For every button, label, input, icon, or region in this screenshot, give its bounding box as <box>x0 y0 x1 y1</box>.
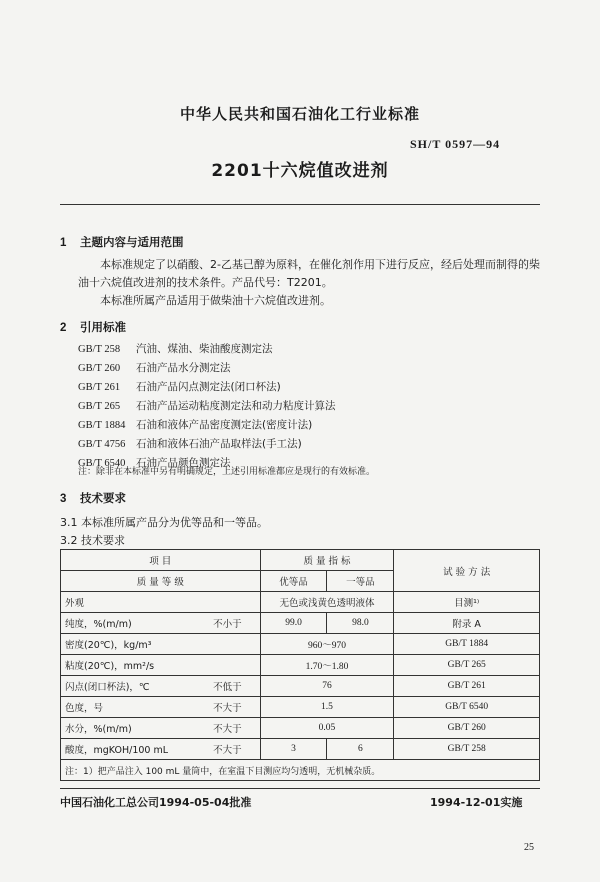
value-cell: 98.0 <box>327 613 394 634</box>
section-1-title: 主题内容与适用范围 <box>80 235 184 249</box>
reference-item: GB/T 1884 石油和液体产品密度测定法(密度计法) <box>78 419 313 431</box>
section-2-heading <box>60 319 126 335</box>
header-grade: 质 量 等 级 <box>61 571 261 592</box>
section-2-title: 引用标准 <box>80 320 126 334</box>
value-cell: 6 <box>327 739 394 760</box>
table-footnote-row <box>61 760 540 781</box>
footer-divider <box>60 788 540 789</box>
value-cell: 3 <box>260 739 327 760</box>
value-cell: 960～970 <box>260 634 394 655</box>
value-cell: 1.5 <box>260 697 394 718</box>
header-premium: 优等品 <box>260 571 327 592</box>
item-cell: 外观 <box>61 592 261 613</box>
section-2-number: 2 <box>60 322 67 334</box>
method-cell: 附录 A <box>394 613 540 634</box>
table-footnote: 注：1）把产品注入 100 mL 量筒中，在室温下目测应均匀透明，无机械杂质。 <box>61 760 540 781</box>
item-cell: 水分，%(m/m) 不大于 <box>61 718 261 739</box>
section-3-number: 3 <box>60 493 67 505</box>
table-row <box>61 718 540 739</box>
method-cell: GB/T 6540 <box>394 697 540 718</box>
subsection-3-1: 3.1 本标准所属产品分为优等品和一等品。 <box>60 516 268 529</box>
org-title: 中华人民共和国石油化工行业标准 <box>179 105 420 123</box>
table-row <box>61 697 540 718</box>
method-cell: 目测¹⁾ <box>394 592 540 613</box>
header-method: 试 验 方 法 <box>394 550 540 592</box>
table-row <box>61 613 540 634</box>
implementation-date: 1994-12-01实施 <box>430 796 523 809</box>
section-1-para-1: 本标准规定了以硝酸、2-乙基己醇为原料，在催化剂作用下进行反应，经后处理而制得的柴油十六烷值改进剂的技术条件。产品代号：T2201。 <box>78 258 540 289</box>
reference-note: 注：除非在本标准中另有明确规定，上述引用标准都应是现行的有效标准。 <box>78 467 376 477</box>
value-cell: 0.05 <box>260 718 394 739</box>
table-row <box>61 676 540 697</box>
value-cell: 1.70～1.80 <box>260 655 394 676</box>
approval-date: 中国石油化工总公司1994-05-04批准 <box>60 796 252 809</box>
page-number: 25 <box>524 842 534 853</box>
reference-item: GB/T 6540 石油产品颜色测定法 <box>78 457 231 469</box>
reference-list <box>78 340 336 473</box>
item-cell: 粘度(20℃)，mm²/s <box>61 655 261 676</box>
method-cell: GB/T 261 <box>394 676 540 697</box>
section-3-title: 技术要求 <box>80 491 126 505</box>
method-cell: GB/T 260 <box>394 718 540 739</box>
value-cell: 76 <box>260 676 394 697</box>
table-row <box>61 655 540 676</box>
item-cell: 酸度，mgKOH/100 mL 不大于 <box>61 739 261 760</box>
header-first: 一等品 <box>327 571 394 592</box>
section-1-heading <box>60 234 184 250</box>
document-title: 2201十六烷值改进剂 <box>211 161 389 181</box>
table-row <box>61 634 540 655</box>
item-cell: 纯度，%(m/m) 不小于 <box>61 613 261 634</box>
section-3-heading <box>60 490 126 506</box>
item-cell: 密度(20℃)，kg/m³ <box>61 634 261 655</box>
table-row <box>61 592 540 613</box>
title-divider <box>60 204 540 205</box>
method-cell: GB/T 258 <box>394 739 540 760</box>
header-quality: 质 量 指 标 <box>260 550 394 571</box>
standard-code: SH/T 0597—94 <box>410 137 501 151</box>
item-cell: 色度，号 不大于 <box>61 697 261 718</box>
table-header-row <box>61 550 540 571</box>
subsection-3-2: 3.2 技术要求 <box>60 534 125 547</box>
method-cell: GB/T 265 <box>394 655 540 676</box>
reference-item: GB/T 258 汽油、煤油、柴油酸度测定法 <box>78 343 273 355</box>
header-item: 项 目 <box>61 550 261 571</box>
item-cell: 闪点(闭口杯法)，℃ 不低于 <box>61 676 261 697</box>
value-cell: 无色或浅黄色透明液体 <box>260 592 394 613</box>
table-row <box>61 739 540 760</box>
value-cell: 99.0 <box>260 613 327 634</box>
method-cell: GB/T 1884 <box>394 634 540 655</box>
tech-requirements-table <box>60 549 540 781</box>
reference-item: GB/T 4756 石油和液体石油产品取样法(手工法) <box>78 438 302 450</box>
reference-item: GB/T 261 石油产品闪点测定法(闭口杯法) <box>78 381 281 393</box>
reference-item: GB/T 265 石油产品运动粘度测定法和动力粘度计算法 <box>78 400 336 412</box>
section-1-number: 1 <box>60 237 67 249</box>
reference-item: GB/T 260 石油产品水分测定法 <box>78 362 231 374</box>
section-1-para-2: 本标准所属产品适用于做柴油十六烷值改进剂。 <box>100 294 331 307</box>
